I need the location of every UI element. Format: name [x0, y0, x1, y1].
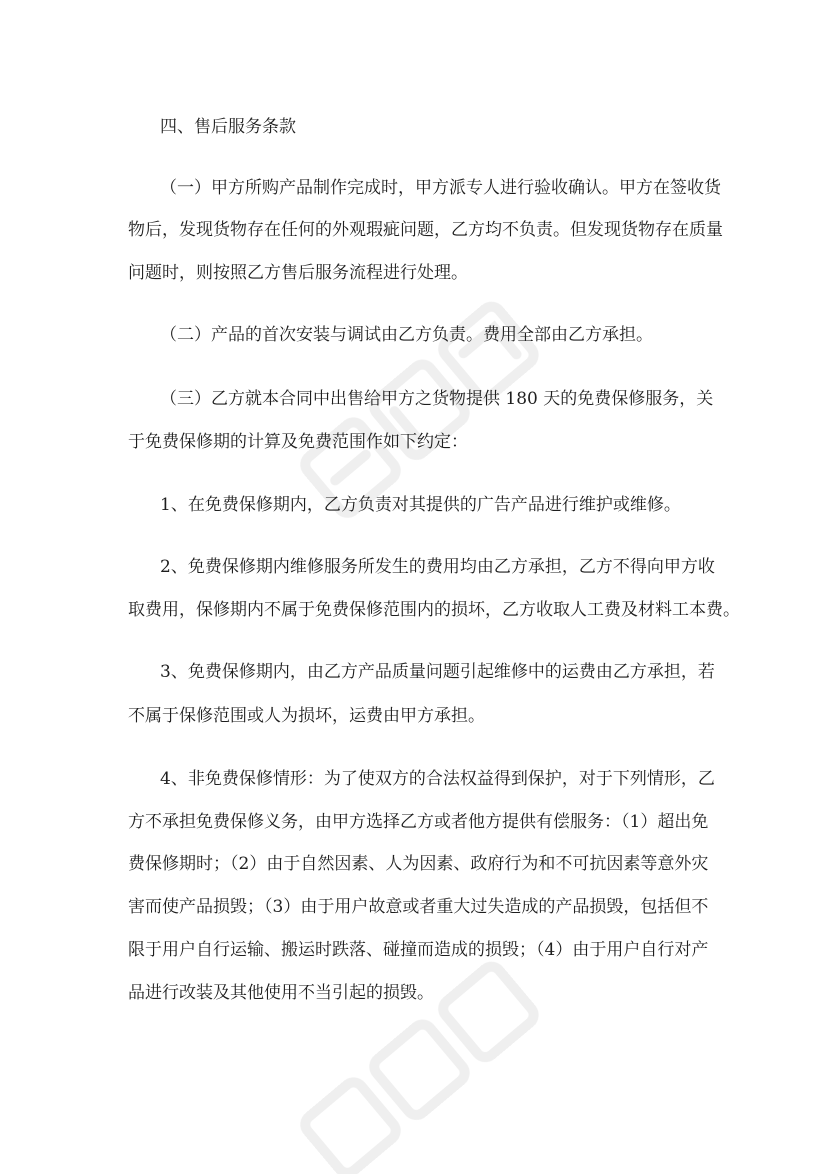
list-item-line: 取费用，保修期内不属于免费保修范围内的损坏，乙方收取人工费及材料工本费。 [128, 600, 740, 620]
list-item-line: 不属于保修范围或人为损坏，运费由甲方承担。 [128, 706, 485, 726]
paragraph-line: （三）乙方就本合同中出售给甲方之货物提供 180 天的免费保修服务，关 [160, 389, 714, 409]
list-item-line: 4、非免费保修情形：为了使双方的合法权益得到保护，对于下列情形，乙 [160, 769, 715, 789]
paragraph-line: （二）产品的首次安装与调试由乙方负责。费用全部由乙方承担。 [160, 325, 653, 345]
list-item-line: 费保修期时；（2）由于自然因素、人为因素、政府行为和不可抗因素等意外灾 [128, 854, 709, 874]
list-item-line: 限于用户自行运输、搬运时跌落、碰撞而造成的损毁；（4）由于用户自行对产 [128, 940, 709, 960]
paragraph-line: 于免费保修期的计算及免费范围作如下约定： [128, 432, 468, 452]
list-item-line: 3、免费保修期内，由乙方产品质量问题引起维修中的运费由乙方承担，若 [160, 662, 715, 682]
list-item-line: 2、免费保修期内维修服务所发生的费用均由乙方承担，乙方不得向甲方收 [160, 557, 715, 577]
paragraph-line: 问题时，则按照乙方售后服务流程进行处理。 [128, 263, 468, 283]
list-item-line: 品进行改装及其他使用不当引起的损毁。 [128, 983, 434, 1003]
paragraph-line: （一）甲方所购产品制作完成时，甲方派专人进行验收确认。甲方在签收货 [160, 178, 721, 198]
paragraph-line: 物后，发现货物存在任何的外观瑕疵问题，乙方均不负责。但发现货物存在质量 [128, 220, 723, 240]
section-heading: 四、售后服务条款 [160, 117, 296, 137]
list-item-line: 害而使产品损毁；（3）由于用户故意或者重大过失造成的产品损毁，包括但不 [128, 897, 709, 917]
list-item-line: 方不承担免费保修义务，由甲方选择乙方或者他方提供有偿服务：（1）超出免 [128, 812, 709, 832]
list-item-line: 1、在免费保修期内，乙方负责对其提供的广告产品进行维护或维修。 [160, 495, 681, 515]
